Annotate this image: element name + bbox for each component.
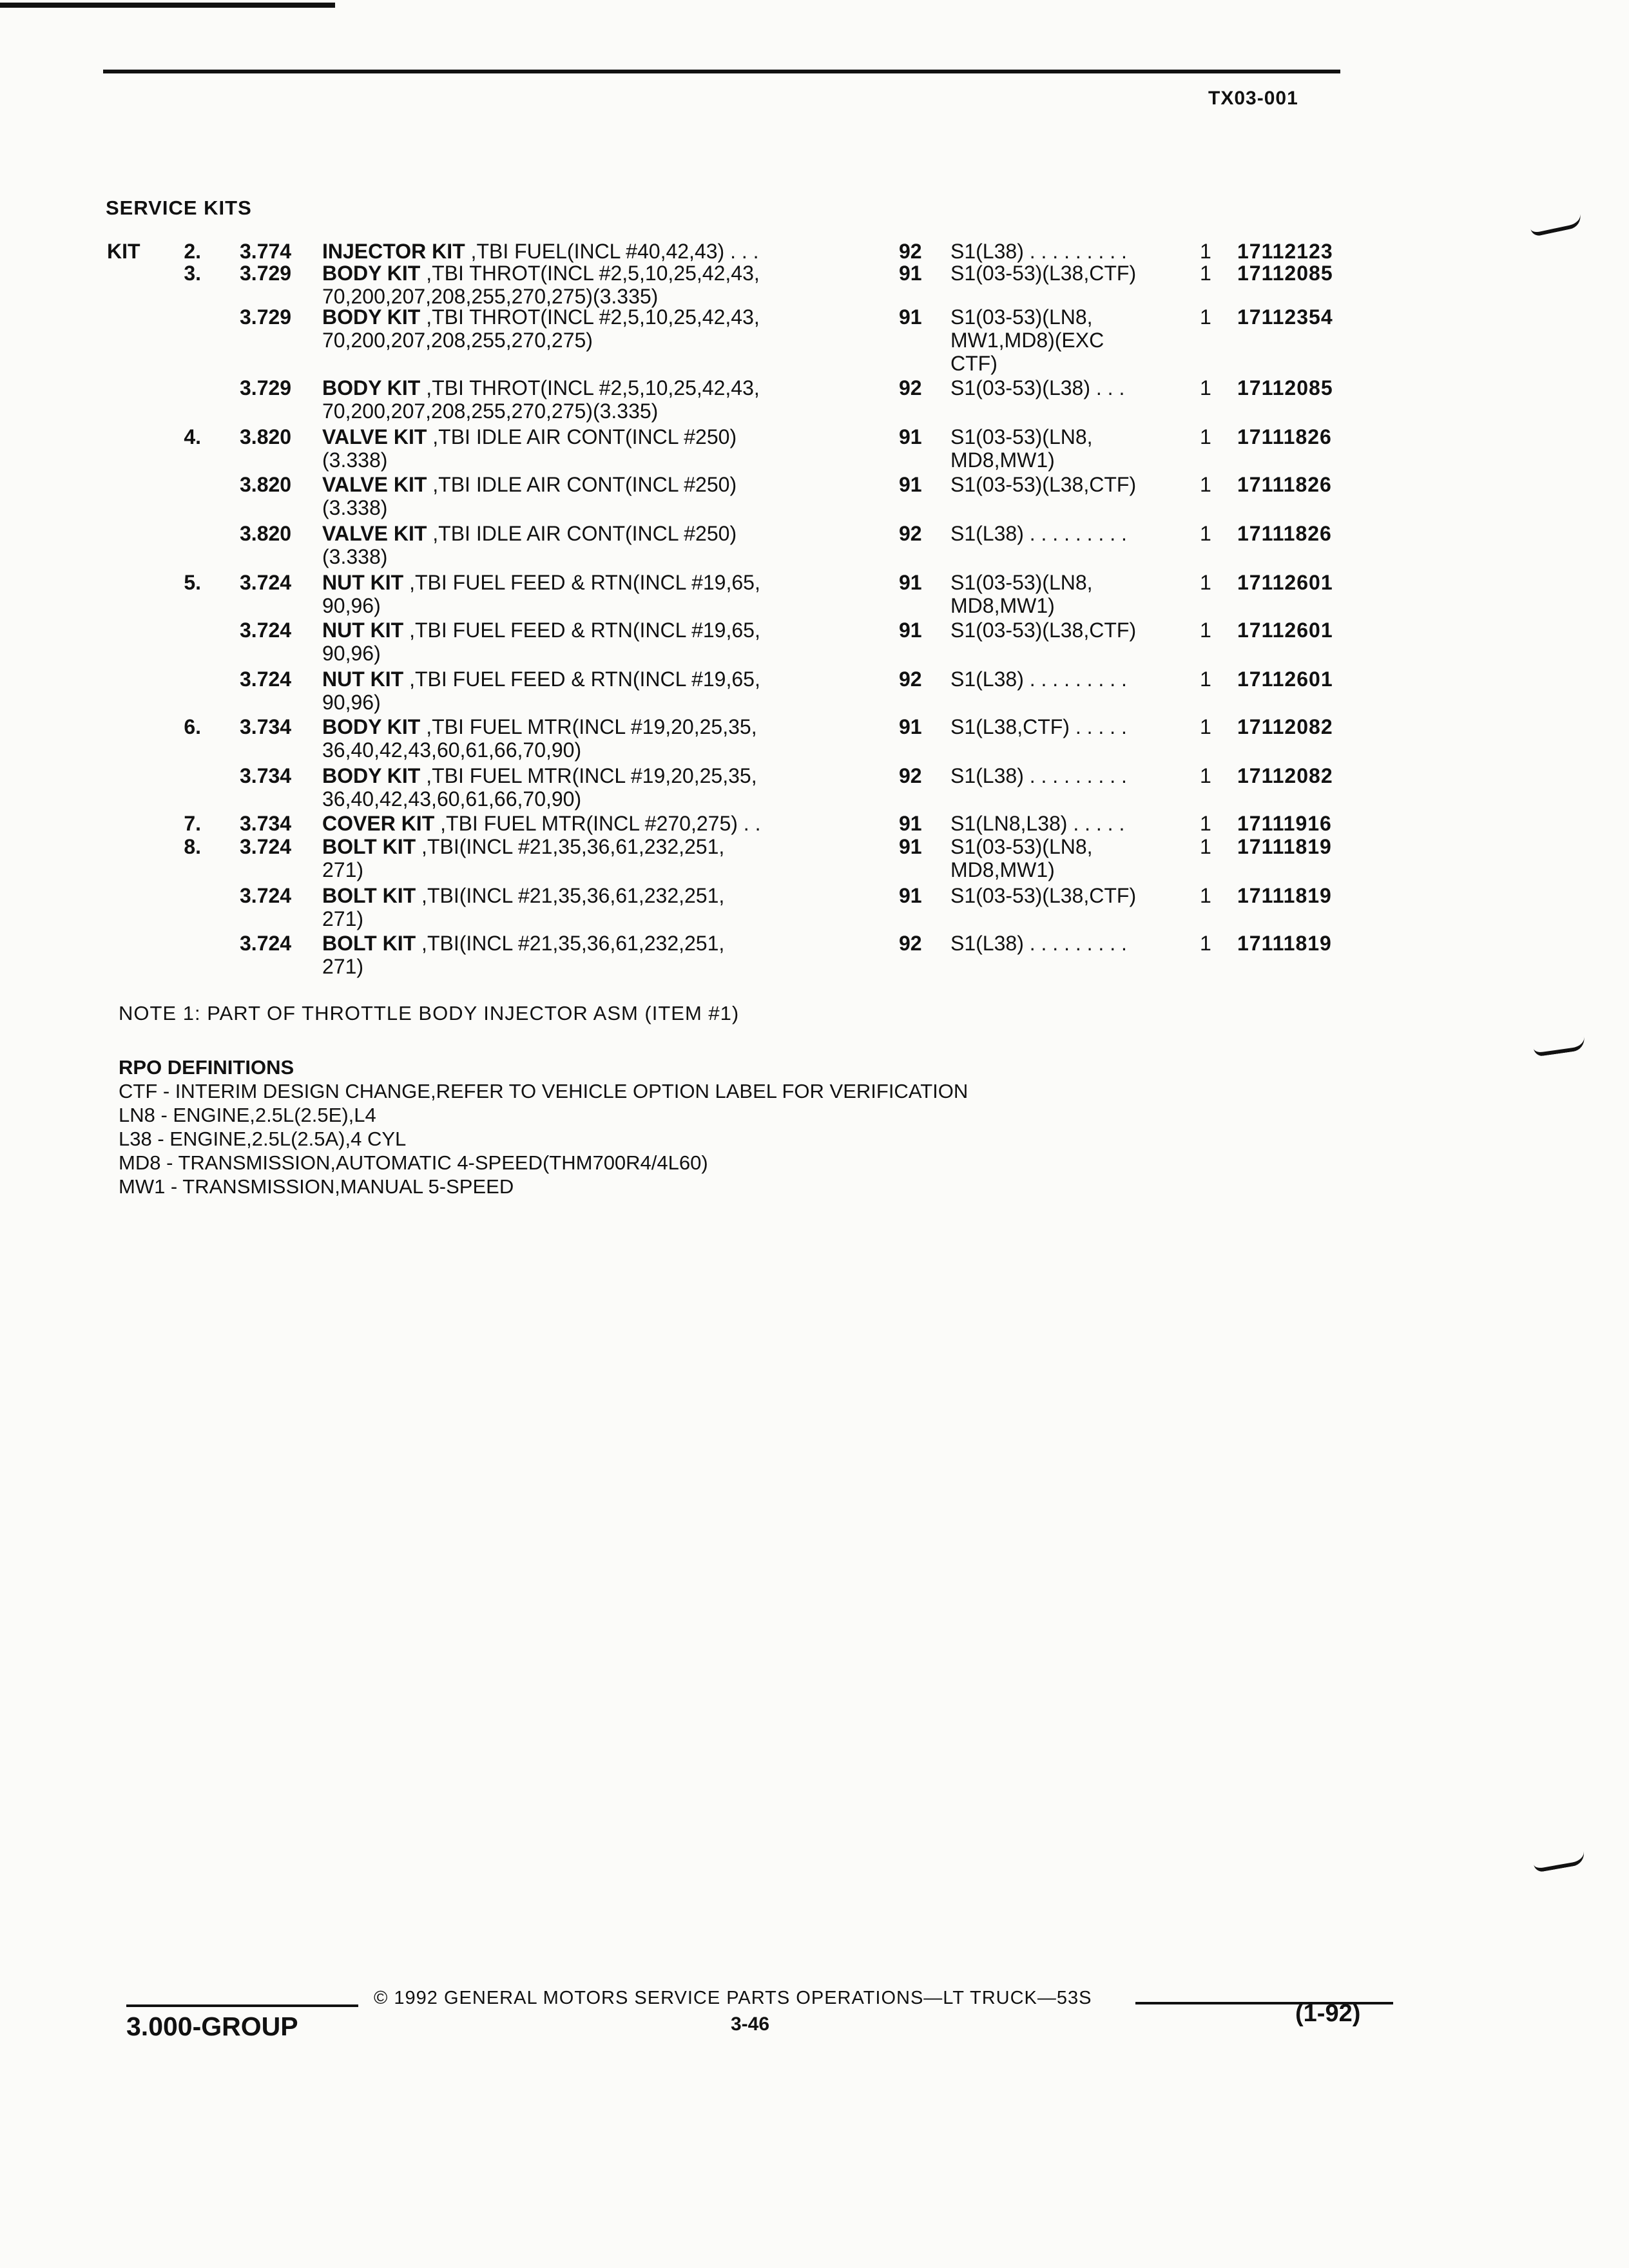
part-description <box>322 473 876 519</box>
part-number: 17111826 <box>1237 425 1332 448</box>
group-number: 3.820 <box>240 425 292 448</box>
part-name: NUT KIT <box>322 619 404 642</box>
kit-label: KIT <box>107 240 140 263</box>
usage: S1(03-53)(L38) . . . <box>950 376 1125 399</box>
usage: S1(03-53)(L38,CTF) <box>950 473 1137 496</box>
part-description <box>322 376 876 423</box>
part-description <box>322 932 876 978</box>
usage: S1(L38) . . . . . . . . . <box>950 764 1127 787</box>
part-name: BOLT KIT <box>322 884 416 907</box>
group-label: 3.000-GROUP <box>126 2012 298 2041</box>
part-number: 17111826 <box>1237 473 1332 496</box>
part-description <box>322 522 876 568</box>
model-year: 92 <box>899 522 922 545</box>
usage: S1(L38) . . . . . . . . . <box>950 932 1127 955</box>
quantity: 1 <box>1200 812 1211 835</box>
part-name: VALVE KIT <box>322 425 427 448</box>
part-detail: ,TBI(INCL #21,35,36,61,232,251, 271) <box>322 932 725 978</box>
section-title: SERVICE KITS <box>106 197 252 219</box>
part-description <box>322 262 876 308</box>
part-name: VALVE KIT <box>322 522 427 545</box>
item-number: 5. <box>184 571 201 594</box>
rpo-definitions <box>119 1055 968 1198</box>
group-number: 3.724 <box>240 884 292 907</box>
part-detail: ,TBI(INCL #21,35,36,61,232,251, 271) <box>322 835 725 881</box>
part-number: 17112082 <box>1237 764 1333 787</box>
part-name: NUT KIT <box>322 571 404 594</box>
group-number: 3.734 <box>240 715 292 738</box>
quantity: 1 <box>1200 715 1211 738</box>
model-year: 91 <box>899 425 922 448</box>
model-year: 91 <box>899 715 922 738</box>
part-description <box>322 240 876 263</box>
part-number: 17112082 <box>1237 715 1333 738</box>
part-number: 17111819 <box>1237 884 1332 907</box>
part-name: BODY KIT <box>322 305 421 329</box>
part-name: BODY KIT <box>322 715 421 738</box>
part-description <box>322 835 876 881</box>
model-year: 92 <box>899 764 922 787</box>
part-description <box>322 425 876 472</box>
part-description <box>322 884 876 930</box>
page-number: 3-46 <box>731 2013 770 2035</box>
group-number: 3.724 <box>240 835 292 858</box>
quantity: 1 <box>1200 425 1211 448</box>
part-description <box>322 305 876 352</box>
part-detail: ,TBI FUEL FEED & RTN(INCL #19,65, 90,96) <box>322 668 760 714</box>
top-edge-bar <box>0 3 335 8</box>
model-year: 91 <box>899 619 922 642</box>
part-number: 17112601 <box>1237 619 1333 642</box>
part-description <box>322 668 876 714</box>
quantity: 1 <box>1200 571 1211 594</box>
part-detail: ,TBI FUEL MTR(INCL #19,20,25,35, 36,40,42,43,60,61,66,70,90) <box>322 764 757 811</box>
usage: S1(03-53)(LN8, MD8,MW1) <box>950 571 1093 617</box>
quantity: 1 <box>1200 522 1211 545</box>
usage: S1(L38,CTF) . . . . . <box>950 715 1127 738</box>
part-detail: ,TBI(INCL #21,35,36,61,232,251, 271) <box>322 884 725 930</box>
part-detail: ,TBI IDLE AIR CONT(INCL #250) (3.338) <box>322 473 737 519</box>
part-detail: ,TBI FUEL(INCL #40,42,43) . . . <box>465 240 759 263</box>
item-number: 6. <box>184 715 201 738</box>
part-detail: ,TBI FUEL FEED & RTN(INCL #19,65, 90,96) <box>322 571 760 617</box>
quantity: 1 <box>1200 884 1211 907</box>
group-number: 3.724 <box>240 668 292 691</box>
quantity: 1 <box>1200 619 1211 642</box>
item-number: 7. <box>184 812 201 835</box>
part-description <box>322 764 876 811</box>
part-number: 17112354 <box>1237 305 1333 329</box>
part-name: BOLT KIT <box>322 835 416 858</box>
group-number: 3.734 <box>240 812 292 835</box>
part-description <box>322 715 876 762</box>
model-year: 92 <box>899 668 922 691</box>
usage: S1(03-53)(LN8, MD8,MW1) <box>950 835 1093 881</box>
usage: S1(L38) . . . . . . . . . <box>950 240 1127 263</box>
binding-mark <box>1533 1851 1586 1873</box>
part-number: 17112601 <box>1237 571 1333 594</box>
part-name: BOLT KIT <box>322 932 416 955</box>
quantity: 1 <box>1200 932 1211 955</box>
model-year: 91 <box>899 262 922 285</box>
rpo-definition: MD8 - TRANSMISSION,AUTOMATIC 4-SPEED(THM700R4/4L60) <box>119 1151 708 1174</box>
quantity: 1 <box>1200 376 1211 399</box>
model-year: 91 <box>899 305 922 329</box>
rpo-title: RPO DEFINITIONS <box>119 1056 294 1079</box>
item-number: 2. <box>184 240 201 263</box>
usage: S1(L38) . . . . . . . . . <box>950 522 1127 545</box>
part-number: 17112601 <box>1237 668 1333 691</box>
model-year: 91 <box>899 812 922 835</box>
part-detail: ,TBI FUEL FEED & RTN(INCL #19,65, 90,96) <box>322 619 760 665</box>
group-number: 3.724 <box>240 619 292 642</box>
rpo-definition: LN8 - ENGINE,2.5L(2.5E),L4 <box>119 1104 376 1126</box>
revision-date: (1-92) <box>1295 2000 1361 2027</box>
usage: S1(03-53)(LN8, MD8,MW1) <box>950 425 1093 472</box>
quantity: 1 <box>1200 764 1211 787</box>
copyright-line: © 1992 GENERAL MOTORS SERVICE PARTS OPERATIONS—LT TRUCK—53S <box>374 1988 1092 2008</box>
part-number: 17111819 <box>1237 835 1332 858</box>
group-number: 3.729 <box>240 262 292 285</box>
model-year: 92 <box>899 240 922 263</box>
part-detail: ,TBI THROT(INCL #2,5,10,25,42,43, 70,200,207,208,255,270,275)(3.335) <box>322 262 760 308</box>
rpo-definition: CTF - INTERIM DESIGN CHANGE,REFER TO VEHICLE OPTION LABEL FOR VERIFICATION <box>119 1080 969 1102</box>
binding-mark <box>1533 1037 1586 1057</box>
part-detail: ,TBI FUEL MTR(INCL #19,20,25,35, 36,40,42,43,60,61,66,70,90) <box>322 715 757 762</box>
part-number: 17112085 <box>1237 262 1333 285</box>
group-number: 3.724 <box>240 932 292 955</box>
part-name: BODY KIT <box>322 764 421 787</box>
part-name: COVER KIT <box>322 812 435 835</box>
part-number: 17112085 <box>1237 376 1333 399</box>
model-year: 91 <box>899 884 922 907</box>
model-year: 91 <box>899 473 922 496</box>
rpo-definition: L38 - ENGINE,2.5L(2.5A),4 CYL <box>119 1128 407 1150</box>
usage: S1(03-53)(LN8, MW1,MD8)(EXC CTF) <box>950 305 1104 375</box>
model-year: 92 <box>899 376 922 399</box>
model-year: 91 <box>899 835 922 858</box>
item-number: 8. <box>184 835 201 858</box>
group-number: 3.724 <box>240 571 292 594</box>
group-number: 3.734 <box>240 764 292 787</box>
binding-mark <box>1530 214 1583 237</box>
part-name: VALVE KIT <box>322 473 427 496</box>
part-description <box>322 571 876 617</box>
quantity: 1 <box>1200 240 1211 263</box>
quantity: 1 <box>1200 305 1211 329</box>
usage: S1(LN8,L38) . . . . . <box>950 812 1125 835</box>
usage: S1(03-53)(L38,CTF) <box>950 619 1137 642</box>
group-number: 3.774 <box>240 240 292 263</box>
part-number: 17111819 <box>1237 932 1332 955</box>
part-detail: ,TBI THROT(INCL #2,5,10,25,42,43, 70,200,207,208,255,270,275) <box>322 305 760 352</box>
model-year: 91 <box>899 571 922 594</box>
part-number: 17111916 <box>1237 812 1332 835</box>
part-number: 17111826 <box>1237 522 1332 545</box>
part-description <box>322 619 876 665</box>
header-rule <box>103 70 1340 73</box>
item-number: 3. <box>184 262 201 285</box>
model-year: 92 <box>899 932 922 955</box>
part-name: BODY KIT <box>322 262 421 285</box>
part-detail: ,TBI IDLE AIR CONT(INCL #250) (3.338) <box>322 522 737 568</box>
group-number: 3.820 <box>240 473 292 496</box>
part-name: BODY KIT <box>322 376 421 399</box>
part-name: NUT KIT <box>322 668 404 691</box>
part-detail: ,TBI IDLE AIR CONT(INCL #250) (3.338) <box>322 425 737 472</box>
part-description <box>322 812 876 835</box>
quantity: 1 <box>1200 668 1211 691</box>
item-number: 4. <box>184 425 201 448</box>
usage: S1(03-53)(L38,CTF) <box>950 262 1137 285</box>
document-code: TX03-001 <box>1208 88 1298 109</box>
part-name: INJECTOR KIT <box>322 240 465 263</box>
footer-rule-left <box>126 2004 358 2007</box>
group-number: 3.820 <box>240 522 292 545</box>
part-number: 17112123 <box>1237 240 1333 263</box>
usage: S1(L38) . . . . . . . . . <box>950 668 1127 691</box>
quantity: 1 <box>1200 835 1211 858</box>
part-detail: ,TBI FUEL MTR(INCL #270,275) . . <box>434 812 761 835</box>
group-number: 3.729 <box>240 376 292 399</box>
quantity: 1 <box>1200 262 1211 285</box>
quantity: 1 <box>1200 473 1211 496</box>
usage: S1(03-53)(L38,CTF) <box>950 884 1137 907</box>
group-number: 3.729 <box>240 305 292 329</box>
part-detail: ,TBI THROT(INCL #2,5,10,25,42,43, 70,200,207,208,255,270,275)(3.335) <box>322 376 760 423</box>
rpo-definition: MW1 - TRANSMISSION,MANUAL 5-SPEED <box>119 1175 514 1198</box>
note-text: NOTE 1: PART OF THROTTLE BODY INJECTOR ASM (ITEM #1) <box>119 1002 740 1024</box>
